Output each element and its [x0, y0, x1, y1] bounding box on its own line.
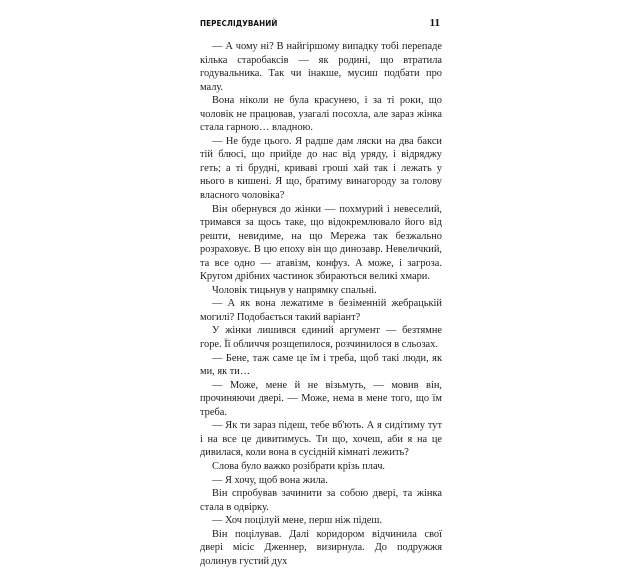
paragraph: — А як вона лежатиме в безіменній жебрацькій могилі? Подобається такий варіант?	[200, 298, 442, 323]
paragraph: — Як ти зараз підеш, тебе вб'ють. А я сидітиму тут і на все це дивитимусь. Ти що, хочеш, аби я на це дивилася, коли вона в сусідній кімнаті лежить?	[200, 420, 442, 459]
paragraph: — Хоч поцілуй мене, перш ніж підеш.	[212, 515, 383, 527]
page-header	[200, 14, 442, 32]
paragraph: — Не буде цього. Я радше дам ляски на два бакси тій блюсі, що прийде до нас від уряду, і відряджу геть; а ті брудні, криваві гроші хай так і лежать у нього в кишені. Я що, братиму винагороду за голову власного чоловіка?	[200, 135, 442, 202]
paragraph: — А чому ні? В найгіршому випадку тобі перепаде кілька старобаксів — як родині, що втратила годувальника. Так чи інакше, мусиш подбати про малу.	[200, 41, 442, 93]
paragraph: — Я хочу, щоб вона жила.	[212, 474, 328, 486]
paragraph: Чоловік тицьнув у напрямку спальні.	[212, 284, 377, 296]
paragraph: — Може, мене й не візьмуть, — мовив він, прочиняючи двері. — Може, нема в мене того, що їм треба.	[200, 379, 442, 418]
paragraph: У жінки лишився єдиний аргумент — безтямне горе. Її обличчя розщепилося, розчинилося в сльозах.	[200, 325, 442, 351]
paragraph: Вона ніколи не була красунею, і за ті роки, що чоловік не працював, узагалі посохла, але зараз жінка стала гарною… владною.	[200, 95, 442, 134]
book-page	[200, 14, 442, 568]
running-title: ПЕРЕСЛІДУВАНИЙ	[200, 18, 278, 28]
paragraph: Він обернувся до жінки — похмурий і невеселий, тримався за щось таке, що відокремлювало його від решти, невидиме, на що Мережа так безжально розраховує. В цю епоху він що динозавр. Невеличкий, та все одно — атавізм, конфуз. А може, і загроза. Кругом дрібних частинок збираються великі хмари.	[200, 203, 442, 283]
page-body	[200, 40, 442, 568]
paragraph: Слова було важко розібрати крізь плач.	[212, 460, 386, 472]
page-number: 11	[429, 17, 440, 29]
paragraph: Він спробував зачинити за собою двері, та жінка стала в одвірку.	[200, 488, 442, 513]
paragraph: Він поцілував. Далі коридором відчинила свої двері місіс Дженнер, визирнула. До подружжя долинув густий дух	[200, 528, 442, 567]
paragraph: — Бене, таж саме це їм і треба, щоб такі люди, як ми, як ти…	[200, 352, 442, 378]
